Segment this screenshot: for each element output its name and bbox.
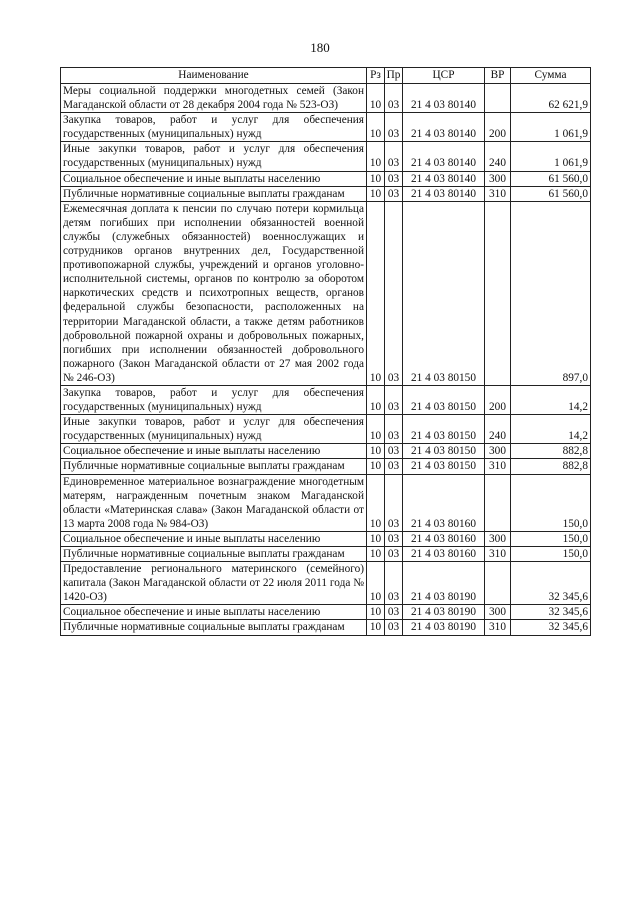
row-name: Закупка товаров, работ и услуг для обеспечения государственных (муниципальных) нужд — [61, 385, 367, 414]
row-sum: 897,0 — [511, 201, 591, 385]
row-pr: 03 — [385, 444, 403, 459]
row-pr: 03 — [385, 620, 403, 635]
header-name: Наименование — [61, 68, 367, 84]
table-row — [61, 474, 591, 531]
table-row — [61, 84, 591, 113]
row-rz: 10 — [367, 605, 385, 620]
row-vr — [485, 84, 511, 113]
row-sum: 1 061,9 — [511, 142, 591, 171]
row-name: Социальное обеспечение и иные выплаты населению — [61, 605, 367, 620]
row-rz: 10 — [367, 201, 385, 385]
table-row — [61, 415, 591, 444]
table-row — [61, 620, 591, 635]
row-rz: 10 — [367, 171, 385, 186]
row-csr: 21 4 03 80140 — [403, 186, 485, 201]
row-name: Публичные нормативные социальные выплаты гражданам — [61, 620, 367, 635]
row-rz: 10 — [367, 444, 385, 459]
row-rz: 10 — [367, 474, 385, 531]
row-csr: 21 4 03 80150 — [403, 385, 485, 414]
header-vr: ВР — [485, 68, 511, 84]
row-csr: 21 4 03 80150 — [403, 459, 485, 474]
row-pr: 03 — [385, 474, 403, 531]
row-rz: 10 — [367, 142, 385, 171]
row-vr: 200 — [485, 113, 511, 142]
row-vr: 300 — [485, 171, 511, 186]
row-vr: 310 — [485, 459, 511, 474]
row-csr: 21 4 03 80150 — [403, 201, 485, 385]
row-name: Меры социальной поддержки многодетных семей (Закон Магаданской области от 28 декабря 2004 года № 523-ОЗ) — [61, 84, 367, 113]
row-rz: 10 — [367, 531, 385, 546]
row-sum: 882,8 — [511, 444, 591, 459]
row-name: Предоставление регионального материнского (семейного) капитала (Закон Магаданской области от 22 июля 2011 года № 1420-ОЗ) — [61, 562, 367, 605]
row-rz: 10 — [367, 186, 385, 201]
row-pr: 03 — [385, 531, 403, 546]
row-name: Публичные нормативные социальные выплаты гражданам — [61, 459, 367, 474]
row-csr: 21 4 03 80190 — [403, 605, 485, 620]
table-row — [61, 459, 591, 474]
row-vr: 310 — [485, 186, 511, 201]
row-csr: 21 4 03 80140 — [403, 171, 485, 186]
row-pr: 03 — [385, 171, 403, 186]
row-vr: 240 — [485, 415, 511, 444]
page-number: 180 — [310, 40, 330, 55]
row-csr: 21 4 03 80140 — [403, 142, 485, 171]
row-rz: 10 — [367, 547, 385, 562]
table-row — [61, 605, 591, 620]
row-name: Социальное обеспечение и иные выплаты населению — [61, 171, 367, 186]
table-row — [61, 113, 591, 142]
row-vr — [485, 562, 511, 605]
row-vr — [485, 474, 511, 531]
row-pr: 03 — [385, 142, 403, 171]
row-csr: 21 4 03 80190 — [403, 562, 485, 605]
header-csr: ЦСР — [403, 68, 485, 84]
row-csr: 21 4 03 80160 — [403, 474, 485, 531]
table-row — [61, 547, 591, 562]
row-sum: 150,0 — [511, 474, 591, 531]
row-csr: 21 4 03 80150 — [403, 415, 485, 444]
row-pr: 03 — [385, 459, 403, 474]
row-pr: 03 — [385, 186, 403, 201]
row-sum: 882,8 — [511, 459, 591, 474]
header-pr: Пр — [385, 68, 403, 84]
row-vr: 300 — [485, 531, 511, 546]
table-header — [61, 68, 591, 84]
row-sum: 62 621,9 — [511, 84, 591, 113]
row-pr: 03 — [385, 562, 403, 605]
row-rz: 10 — [367, 562, 385, 605]
row-vr: 300 — [485, 605, 511, 620]
row-vr: 200 — [485, 385, 511, 414]
row-pr: 03 — [385, 113, 403, 142]
row-sum: 32 345,6 — [511, 620, 591, 635]
row-vr — [485, 201, 511, 385]
row-vr: 300 — [485, 444, 511, 459]
table-body — [61, 84, 591, 636]
row-csr: 21 4 03 80140 — [403, 84, 485, 113]
row-name: Публичные нормативные социальные выплаты гражданам — [61, 186, 367, 201]
table-row — [61, 531, 591, 546]
row-name: Единовременное материальное вознаграждение многодетным матерям, награжденным почетным знаком Магаданской области «Материнская слава» (Закон Магаданской области от 13 марта 2008 года № 984-ОЗ) — [61, 474, 367, 531]
row-sum: 1 061,9 — [511, 113, 591, 142]
row-sum: 14,2 — [511, 415, 591, 444]
table-row — [61, 142, 591, 171]
table-row — [61, 444, 591, 459]
header-row — [61, 68, 591, 84]
table-row — [61, 186, 591, 201]
row-vr: 240 — [485, 142, 511, 171]
row-rz: 10 — [367, 415, 385, 444]
row-sum: 150,0 — [511, 547, 591, 562]
budget-table — [60, 67, 591, 636]
row-rz: 10 — [367, 84, 385, 113]
row-csr: 21 4 03 80150 — [403, 444, 485, 459]
row-vr: 310 — [485, 547, 511, 562]
table-row — [61, 201, 591, 385]
row-sum: 32 345,6 — [511, 562, 591, 605]
table-row — [61, 385, 591, 414]
row-pr: 03 — [385, 201, 403, 385]
row-name: Публичные нормативные социальные выплаты гражданам — [61, 547, 367, 562]
row-name: Закупка товаров, работ и услуг для обеспечения государственных (муниципальных) нужд — [61, 113, 367, 142]
row-sum: 150,0 — [511, 531, 591, 546]
header-sum: Сумма — [511, 68, 591, 84]
table-row — [61, 562, 591, 605]
header-rz: Рз — [367, 68, 385, 84]
row-csr: 21 4 03 80140 — [403, 113, 485, 142]
row-name: Социальное обеспечение и иные выплаты населению — [61, 444, 367, 459]
row-pr: 03 — [385, 415, 403, 444]
row-rz: 10 — [367, 113, 385, 142]
row-csr: 21 4 03 80190 — [403, 620, 485, 635]
row-vr: 310 — [485, 620, 511, 635]
row-sum: 61 560,0 — [511, 186, 591, 201]
row-pr: 03 — [385, 605, 403, 620]
row-pr: 03 — [385, 547, 403, 562]
row-csr: 21 4 03 80160 — [403, 531, 485, 546]
row-name: Иные закупки товаров, работ и услуг для обеспечения государственных (муниципальных) нужд — [61, 142, 367, 171]
row-csr: 21 4 03 80160 — [403, 547, 485, 562]
row-pr: 03 — [385, 84, 403, 113]
table-row — [61, 171, 591, 186]
row-name: Ежемесячная доплата к пенсии по случаю потери кормильца детям погибших при исполнении обязанностей военной службы (служебных обязанностей) военнослужащих и сотрудников органов внутренних дел, Государственной противопожарной службы, учреждений и органов уголовно-исполнительной системы, органов по контролю за оборотом наркотических средств и психотропных веществ, органов федеральной службы безопасности, расположенных на территории Магаданской области, а также детям работников добровольной пожарной охраны и добровольных пожарных, погибших при исполнении обязанностей добровольного пожарного (Закон Магаданской области от 27 мая 2002 года № 246-ОЗ) — [61, 201, 367, 385]
row-rz: 10 — [367, 620, 385, 635]
row-name: Социальное обеспечение и иные выплаты населению — [61, 531, 367, 546]
row-sum: 14,2 — [511, 385, 591, 414]
row-sum: 61 560,0 — [511, 171, 591, 186]
row-pr: 03 — [385, 385, 403, 414]
row-rz: 10 — [367, 459, 385, 474]
row-name: Иные закупки товаров, работ и услуг для обеспечения государственных (муниципальных) нужд — [61, 415, 367, 444]
row-rz: 10 — [367, 385, 385, 414]
row-sum: 32 345,6 — [511, 605, 591, 620]
